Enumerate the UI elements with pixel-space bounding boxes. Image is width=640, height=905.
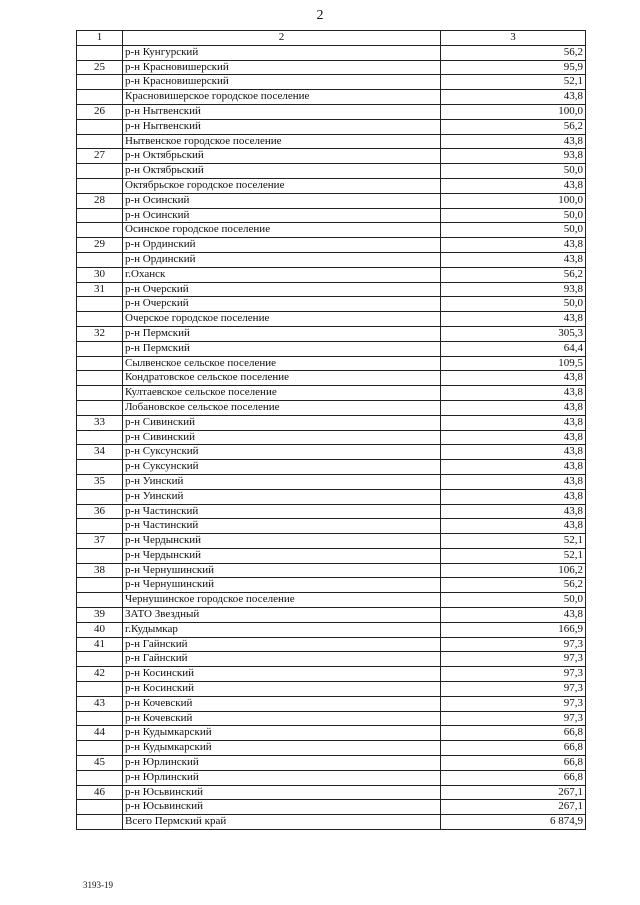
table-row [77, 711, 586, 726]
row-name-cell: Очерское городское поселение [123, 312, 441, 327]
table-row [77, 134, 586, 149]
row-number-cell [77, 489, 123, 504]
row-name-cell: р-н Сивинский [123, 415, 441, 430]
row-number-cell: 41 [77, 637, 123, 652]
table-row [77, 193, 586, 208]
row-number-cell: 43 [77, 696, 123, 711]
row-number-cell: 25 [77, 60, 123, 75]
row-number-cell: 27 [77, 149, 123, 164]
table-row [77, 696, 586, 711]
row-name-cell: р-н Очерский [123, 297, 441, 312]
table-row [77, 445, 586, 460]
row-value-cell: 56,2 [441, 578, 586, 593]
table-row [77, 460, 586, 475]
row-name-cell: р-н Кочевский [123, 696, 441, 711]
row-name-cell: р-н Кудымкарский [123, 741, 441, 756]
row-name-cell: Октябрьское городское поселение [123, 178, 441, 193]
row-number-cell [77, 75, 123, 90]
row-name-cell: Лобановское сельское поселение [123, 400, 441, 415]
column-header-1: 1 [77, 31, 123, 46]
row-number-cell [77, 178, 123, 193]
row-value-cell: 43,8 [441, 460, 586, 475]
row-number-cell [77, 682, 123, 697]
row-number-cell [77, 770, 123, 785]
row-number-cell [77, 341, 123, 356]
table-row [77, 119, 586, 134]
row-value-cell: 43,8 [441, 400, 586, 415]
row-name-cell: р-н Гайнский [123, 652, 441, 667]
table-row [77, 474, 586, 489]
row-number-cell [77, 400, 123, 415]
row-value-cell: 52,1 [441, 548, 586, 563]
row-value-cell: 97,3 [441, 637, 586, 652]
table-row [77, 726, 586, 741]
row-value-cell: 97,3 [441, 682, 586, 697]
table-row [77, 297, 586, 312]
row-number-cell [77, 119, 123, 134]
row-value-cell: 43,8 [441, 371, 586, 386]
row-name-cell: Кондратовское сельское поселение [123, 371, 441, 386]
table-row [77, 267, 586, 282]
row-name-cell: р-н Частинский [123, 504, 441, 519]
row-name-cell: р-н Чернушинский [123, 578, 441, 593]
row-number-cell [77, 548, 123, 563]
row-number-cell: 45 [77, 756, 123, 771]
row-number-cell [77, 578, 123, 593]
row-value-cell: 43,8 [441, 415, 586, 430]
table-row [77, 341, 586, 356]
row-name-cell: р-н Кудымкарский [123, 726, 441, 741]
row-value-cell: 305,3 [441, 326, 586, 341]
table-header-row [77, 31, 586, 46]
row-value-cell: 43,8 [441, 504, 586, 519]
row-number-cell: 40 [77, 622, 123, 637]
table-row [77, 371, 586, 386]
table-row [77, 149, 586, 164]
row-number-cell: 36 [77, 504, 123, 519]
table-row [77, 756, 586, 771]
table-row [77, 75, 586, 90]
table-row [77, 326, 586, 341]
table-row [77, 430, 586, 445]
row-number-cell [77, 593, 123, 608]
row-number-cell: 42 [77, 667, 123, 682]
row-value-cell: 6 874,9 [441, 815, 586, 830]
row-number-cell: 31 [77, 282, 123, 297]
row-value-cell: 50,0 [441, 297, 586, 312]
row-number-cell [77, 815, 123, 830]
row-name-cell: р-н Юсьвинский [123, 785, 441, 800]
row-value-cell: 50,0 [441, 593, 586, 608]
table-row [77, 504, 586, 519]
table-row [77, 578, 586, 593]
row-name-cell: р-н Частинский [123, 519, 441, 534]
row-value-cell: 43,8 [441, 312, 586, 327]
table-row [77, 178, 586, 193]
table-row [77, 252, 586, 267]
row-number-cell [77, 223, 123, 238]
row-name-cell: р-н Чердынский [123, 548, 441, 563]
row-name-cell: Сылвенское сельское поселение [123, 356, 441, 371]
row-number-cell [77, 371, 123, 386]
row-name-cell: р-н Уинский [123, 474, 441, 489]
row-number-cell: 38 [77, 563, 123, 578]
table-row [77, 238, 586, 253]
row-name-cell: Красновишерское городское поселение [123, 90, 441, 105]
row-value-cell: 43,8 [441, 489, 586, 504]
row-name-cell: р-н Красновишерский [123, 60, 441, 75]
row-name-cell: р-н Косинский [123, 667, 441, 682]
row-number-cell: 29 [77, 238, 123, 253]
row-value-cell: 43,8 [441, 134, 586, 149]
row-value-cell: 267,1 [441, 800, 586, 815]
row-name-cell: р-н Осинский [123, 208, 441, 223]
row-number-cell: 30 [77, 267, 123, 282]
row-number-cell [77, 90, 123, 105]
row-value-cell: 267,1 [441, 785, 586, 800]
row-name-cell: р-н Юрлинский [123, 756, 441, 771]
data-table [76, 30, 586, 830]
row-name-cell: р-н Уинский [123, 489, 441, 504]
column-header-2: 2 [123, 31, 441, 46]
row-number-cell [77, 134, 123, 149]
row-value-cell: 50,0 [441, 208, 586, 223]
table-row [77, 312, 586, 327]
table-row [77, 45, 586, 60]
row-value-cell: 166,9 [441, 622, 586, 637]
table-row [77, 356, 586, 371]
row-name-cell: Всего Пермский край [123, 815, 441, 830]
row-number-cell: 35 [77, 474, 123, 489]
row-name-cell: р-н Кунгурский [123, 45, 441, 60]
row-name-cell: р-н Юрлинский [123, 770, 441, 785]
column-header-3: 3 [441, 31, 586, 46]
row-value-cell: 43,8 [441, 608, 586, 623]
row-number-cell: 26 [77, 104, 123, 119]
table-row [77, 741, 586, 756]
row-name-cell: р-н Пермский [123, 341, 441, 356]
row-name-cell: ЗАТО Звездный [123, 608, 441, 623]
table-row [77, 90, 586, 105]
table-row [77, 415, 586, 430]
row-number-cell [77, 356, 123, 371]
row-value-cell: 100,0 [441, 193, 586, 208]
row-name-cell: р-н Чернушинский [123, 563, 441, 578]
row-number-cell: 28 [77, 193, 123, 208]
row-number-cell [77, 208, 123, 223]
row-name-cell: р-н Сивинский [123, 430, 441, 445]
row-value-cell: 66,8 [441, 756, 586, 771]
row-name-cell: р-н Красновишерский [123, 75, 441, 90]
row-number-cell [77, 711, 123, 726]
row-name-cell: р-н Нытвенский [123, 119, 441, 134]
row-number-cell: 33 [77, 415, 123, 430]
table-row [77, 489, 586, 504]
row-number-cell: 39 [77, 608, 123, 623]
row-name-cell: г.Кудымкар [123, 622, 441, 637]
table-row [77, 208, 586, 223]
row-value-cell: 43,8 [441, 445, 586, 460]
row-number-cell [77, 430, 123, 445]
table-row [77, 519, 586, 534]
row-value-cell: 109,5 [441, 356, 586, 371]
row-value-cell: 106,2 [441, 563, 586, 578]
row-name-cell: р-н Октябрьский [123, 149, 441, 164]
row-number-cell [77, 45, 123, 60]
row-value-cell: 93,8 [441, 149, 586, 164]
row-number-cell: 32 [77, 326, 123, 341]
row-name-cell: Осинское городское поселение [123, 223, 441, 238]
row-value-cell: 50,0 [441, 164, 586, 179]
row-value-cell: 100,0 [441, 104, 586, 119]
row-name-cell: Нытвенское городское поселение [123, 134, 441, 149]
row-number-cell: 37 [77, 534, 123, 549]
row-name-cell: р-н Ординский [123, 238, 441, 253]
row-name-cell: р-н Осинский [123, 193, 441, 208]
row-value-cell: 97,3 [441, 696, 586, 711]
row-value-cell: 43,8 [441, 178, 586, 193]
row-name-cell: р-н Суксунский [123, 445, 441, 460]
row-name-cell: р-н Октябрьский [123, 164, 441, 179]
row-name-cell: р-н Кочевский [123, 711, 441, 726]
row-value-cell: 43,8 [441, 430, 586, 445]
row-name-cell: р-н Пермский [123, 326, 441, 341]
row-number-cell: 34 [77, 445, 123, 460]
row-value-cell: 56,2 [441, 119, 586, 134]
row-number-cell: 44 [77, 726, 123, 741]
row-name-cell: р-н Нытвенский [123, 104, 441, 119]
table-row [77, 770, 586, 785]
table-row [77, 785, 586, 800]
table-row [77, 282, 586, 297]
row-number-cell: 46 [77, 785, 123, 800]
row-value-cell: 56,2 [441, 45, 586, 60]
row-value-cell: 43,8 [441, 252, 586, 267]
table-row [77, 386, 586, 401]
row-name-cell: р-н Косинский [123, 682, 441, 697]
table-row [77, 637, 586, 652]
row-value-cell: 43,8 [441, 386, 586, 401]
row-value-cell: 97,3 [441, 652, 586, 667]
row-value-cell: 66,8 [441, 741, 586, 756]
table-row [77, 164, 586, 179]
row-number-cell [77, 386, 123, 401]
row-value-cell: 52,1 [441, 75, 586, 90]
row-value-cell: 95,9 [441, 60, 586, 75]
row-name-cell: Култаевское сельское поселение [123, 386, 441, 401]
table-row [77, 223, 586, 238]
row-number-cell [77, 312, 123, 327]
table-row [77, 815, 586, 830]
row-value-cell: 50,0 [441, 223, 586, 238]
table-row [77, 548, 586, 563]
row-name-cell: р-н Юсьвинский [123, 800, 441, 815]
row-value-cell: 93,8 [441, 282, 586, 297]
row-number-cell [77, 519, 123, 534]
row-name-cell: р-н Гайнский [123, 637, 441, 652]
row-name-cell: р-н Чердынский [123, 534, 441, 549]
table-row [77, 104, 586, 119]
row-name-cell: р-н Суксунский [123, 460, 441, 475]
table-row [77, 534, 586, 549]
table-row [77, 60, 586, 75]
table-row [77, 593, 586, 608]
row-number-cell [77, 252, 123, 267]
table-row [77, 682, 586, 697]
row-number-cell [77, 297, 123, 312]
row-value-cell: 43,8 [441, 238, 586, 253]
row-value-cell: 52,1 [441, 534, 586, 549]
row-name-cell: р-н Ординский [123, 252, 441, 267]
table-row [77, 608, 586, 623]
row-value-cell: 43,8 [441, 519, 586, 534]
table-row [77, 800, 586, 815]
row-value-cell: 64,4 [441, 341, 586, 356]
row-number-cell [77, 652, 123, 667]
row-number-cell [77, 164, 123, 179]
table-row [77, 563, 586, 578]
row-value-cell: 66,8 [441, 726, 586, 741]
table-row [77, 622, 586, 637]
row-value-cell: 43,8 [441, 474, 586, 489]
row-value-cell: 43,8 [441, 90, 586, 105]
table-row [77, 652, 586, 667]
table-row [77, 400, 586, 415]
table-row [77, 667, 586, 682]
row-name-cell: Чернушинское городское поселение [123, 593, 441, 608]
row-number-cell [77, 460, 123, 475]
row-value-cell: 97,3 [441, 711, 586, 726]
row-value-cell: 66,8 [441, 770, 586, 785]
row-name-cell: р-н Очерский [123, 282, 441, 297]
row-number-cell [77, 741, 123, 756]
row-name-cell: г.Оханск [123, 267, 441, 282]
row-value-cell: 97,3 [441, 667, 586, 682]
row-value-cell: 56,2 [441, 267, 586, 282]
document-code: 3193-19 [83, 880, 113, 890]
page-number: 2 [316, 8, 324, 23]
row-number-cell [77, 800, 123, 815]
